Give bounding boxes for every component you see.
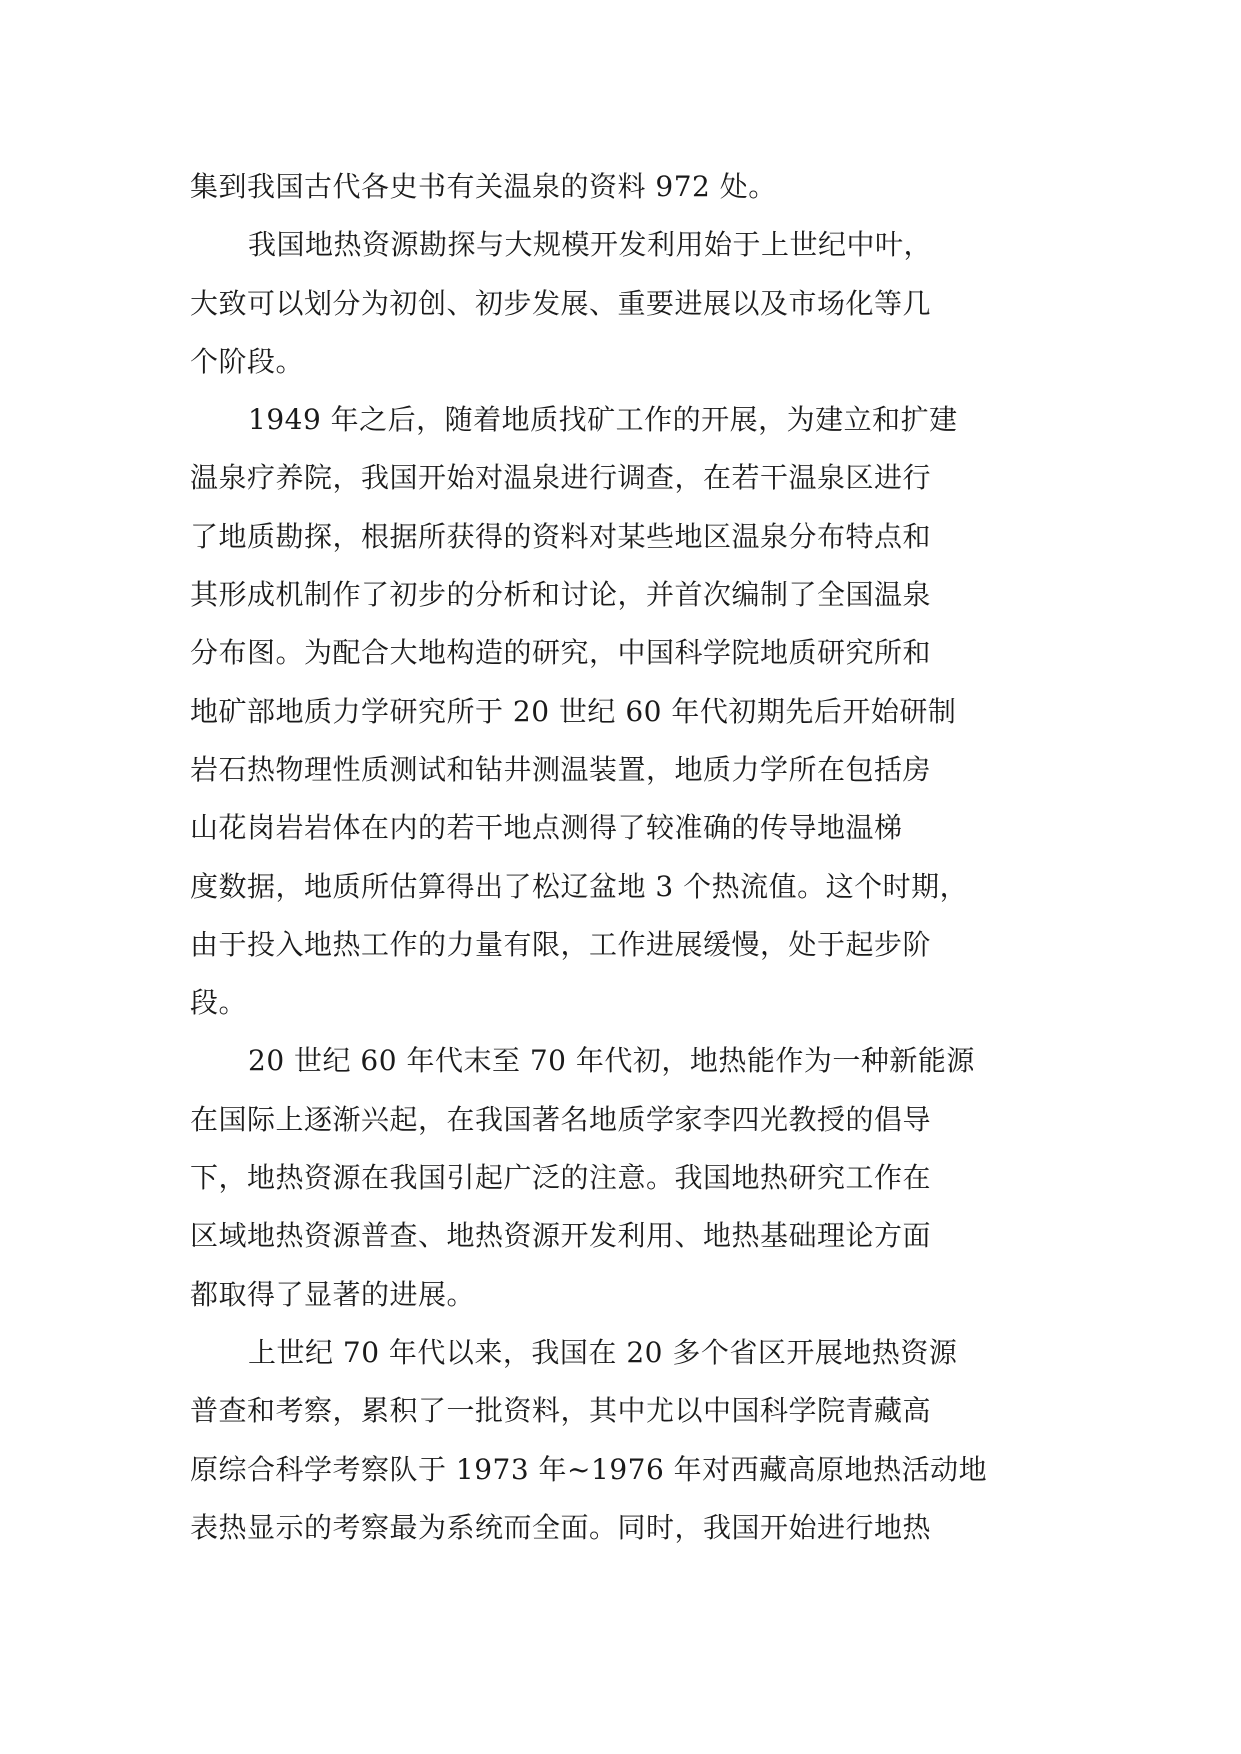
text-line: 岩石热物理性质测试和钻井测温装置，地质力学所在包括房 xyxy=(190,752,932,786)
text-line: 地矿部地质力学研究所于 20 世纪 60 年代初期先后开始研制 xyxy=(190,694,957,728)
text-line: 原综合科学考察队于 1973 年~1976 年对西藏高原地热活动地 xyxy=(190,1452,988,1486)
text-line: 普查和考察，累积了一批资料，其中尤以中国科学院青藏高 xyxy=(190,1394,932,1428)
text-line: 段。 xyxy=(190,986,248,1020)
text-line: 表热显示的考察最为系统而全面。同时，我国开始进行地热 xyxy=(190,1510,932,1544)
paragraph-first-line: 20 世纪 60 年代末至 70 年代初，地热能作为一种新能源 xyxy=(248,1044,975,1078)
text-line: 温泉疗养院，我国开始对温泉进行调查，在若干温泉区进行 xyxy=(190,461,932,495)
text-line: 在国际上逐渐兴起，在我国著名地质学家李四光教授的倡导 xyxy=(190,1102,932,1136)
text-line: 大致可以划分为初创、初步发展、重要进展以及市场化等几 xyxy=(190,286,932,320)
text-line: 山花岗岩岩体在内的若干地点测得了较准确的传导地温梯 xyxy=(190,811,903,845)
text-line: 了地质勘探，根据所获得的资料对某些地区温泉分布特点和 xyxy=(190,519,932,553)
text-line: 集到我国古代各史书有关温泉的资料 972 处。 xyxy=(190,170,777,203)
text-line: 区域地热资源普查、地热资源开发利用、地热基础理论方面 xyxy=(190,1219,932,1253)
text-line: 都取得了显著的进展。 xyxy=(190,1277,476,1311)
paragraph-first-line: 1949 年之后，随着地质找矿工作的开展，为建立和扩建 xyxy=(248,403,958,437)
text-line: 其形成机制作了初步的分析和讨论，并首次编制了全国温泉 xyxy=(190,578,932,612)
document-body xyxy=(190,158,1070,1557)
text-line: 下，地热资源在我国引起广泛的注意。我国地热研究工作在 xyxy=(190,1161,932,1195)
text-line: 度数据，地质所估算得出了松辽盆地 3 个热流值。这个时期， xyxy=(190,869,969,903)
text-line: 由于投入地热工作的力量有限，工作进展缓慢，处于起步阶 xyxy=(190,927,932,961)
text-line: 个阶段。 xyxy=(190,344,305,378)
paragraph-first-line: 上世纪 70 年代以来，我国在 20 多个省区开展地热资源 xyxy=(248,1335,958,1369)
text-line: 分布图。为配合大地构造的研究，中国科学院地质研究所和 xyxy=(190,636,932,670)
paragraph-first-line: 我国地热资源勘探与大规模开发利用始于上世纪中叶， xyxy=(248,228,933,262)
